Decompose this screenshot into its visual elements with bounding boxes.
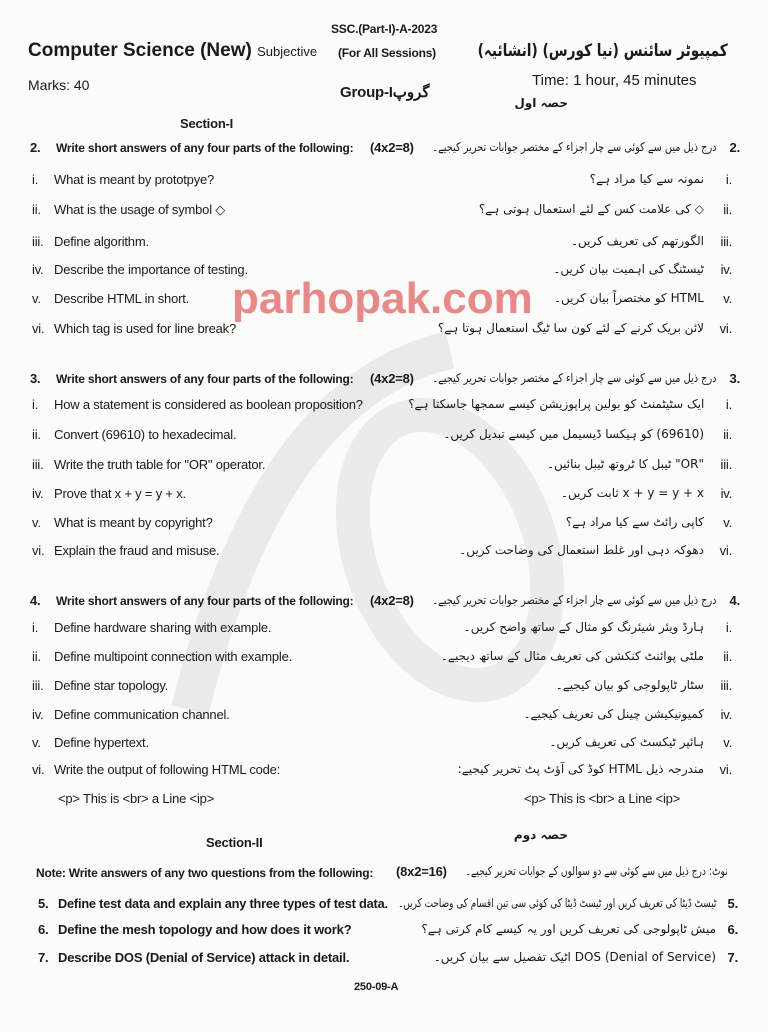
- part-text: Convert (69610) to hexadecimal.: [54, 427, 237, 442]
- question-number-urdu: 3.: [729, 371, 740, 386]
- question-instruction-urdu: درج ذیل میں سے کوئی سے چار اجزاء کے مختصر جوابات تحریر کیجیے۔: [431, 371, 716, 385]
- part-text-urdu: ہائپر ٹیکسٹ کی تعریف کریں۔: [549, 735, 704, 749]
- part-text-urdu: کاپی رائٹ سے کیا مراد ہے؟: [565, 515, 704, 529]
- part-number-urdu: v.: [723, 515, 732, 530]
- part-number-urdu: iv.: [720, 262, 732, 277]
- part-number: ii.: [32, 649, 41, 664]
- part-number: vi.: [32, 543, 45, 558]
- part-number: iii.: [32, 234, 44, 249]
- part-number-urdu: vi.: [719, 543, 732, 558]
- question-number: 4.: [30, 593, 41, 608]
- question-instruction: Write short answers of any four parts of the following:: [56, 141, 354, 155]
- part-text-urdu: x + y = y + x ثابت کریں۔: [560, 486, 704, 500]
- part-text: Define multipoint connection with example.: [54, 649, 293, 664]
- part-number-urdu: vi.: [719, 762, 732, 777]
- html-code-urdu-side: <p> This is <br> a Line <ip>: [524, 791, 681, 806]
- section-2-question: Define the mesh topology and how does it work?: [58, 922, 352, 937]
- html-code: <p> This is <br> a Line <ip>: [58, 791, 215, 806]
- part-number: v.: [32, 515, 41, 530]
- section-2-question: Describe DOS (Denial of Service) attack in detail.: [58, 950, 350, 965]
- section-2-title-urdu: حصہ دوم: [513, 828, 568, 842]
- watermark: parhopak.com: [232, 274, 533, 323]
- part-text-urdu: الگورتھم کی تعریف کریں۔: [571, 234, 704, 248]
- question-instruction-urdu: درج ذیل میں سے کوئی سے چار اجزاء کے مختصر جوابات تحریر کیجیے۔: [431, 593, 716, 607]
- part-number-urdu: v.: [723, 735, 732, 750]
- part-text-urdu: سٹار ٹاپولوجی کو بیان کیجیے۔: [555, 678, 704, 692]
- part-number: iii.: [32, 457, 44, 472]
- question-instruction: Write short answers of any four parts of the following:: [56, 372, 354, 386]
- part-text-urdu: "OR" ٹیبل کا ٹروتھ ٹیبل بنائیں۔: [546, 457, 704, 471]
- part-number-urdu: i.: [725, 172, 732, 187]
- time-allowed: Time: 1 hour, 45 minutes: [532, 72, 697, 89]
- section-2-question: Define test data and explain any three types of test data.: [58, 896, 388, 911]
- question-marks: (4x2=8): [370, 140, 414, 155]
- part-text-urdu: ◇ کی علامت کس کے لئے استعمال ہوتی ہے؟: [478, 202, 704, 216]
- part-number: ii.: [32, 202, 41, 217]
- part-number: i.: [32, 172, 39, 187]
- part-number-urdu: ii.: [723, 202, 732, 217]
- part-text-urdu: لائن بریک کرنے کے لئے کون سا ٹیگ استعمال ہوتا ہے؟: [437, 321, 704, 335]
- part-text-urdu: مندرجہ ذیل HTML کوڈ کی آؤٹ پٹ تحریر کیجیے:: [457, 762, 704, 776]
- part-number: iii.: [32, 678, 44, 693]
- part-number-urdu: iv.: [720, 707, 732, 722]
- part-number-urdu: vi.: [719, 321, 732, 336]
- subject-title: [28, 40, 317, 62]
- section-1-title-urdu: حصہ اول: [514, 96, 568, 110]
- question-instruction: Write short answers of any four parts of the following:: [56, 594, 354, 608]
- exam-code: SSC.(Part-I)-A-2023: [331, 22, 438, 36]
- part-text: Define star topology.: [54, 678, 169, 693]
- question-instruction-urdu: درج ذیل میں سے کوئی سے چار اجزاء کے مختصر جوابات تحریر کیجیے۔: [431, 140, 716, 154]
- part-number: i.: [32, 620, 39, 635]
- paper-code: 250-09-A: [354, 981, 399, 993]
- part-text-urdu: (69610) کو ہیکسا ڈیسیمل میں کیسے تبدیل کریں۔: [443, 427, 704, 441]
- part-number: iv.: [32, 262, 44, 277]
- question-number-urdu: 2.: [729, 140, 740, 155]
- sessions: (For All Sessions): [338, 46, 436, 60]
- stamp-watermark-graphic: [150, 330, 610, 750]
- part-number: i.: [32, 397, 39, 412]
- part-text: Define hypertext.: [54, 735, 149, 750]
- part-text: Which tag is used for line break?: [54, 321, 236, 336]
- part-text: Define algorithm.: [54, 234, 149, 249]
- subject-name: Computer Science (New): [28, 40, 252, 61]
- part-number: iv.: [32, 707, 44, 722]
- group-label-urdu: گروپ: [392, 84, 430, 101]
- part-text-urdu: ملٹی پوائنٹ کنکشن کی تعریف مثال کے ساتھ دیجیے۔: [440, 649, 704, 663]
- part-number: iv.: [32, 486, 44, 501]
- question-number: 2.: [30, 140, 41, 155]
- part-number-urdu: ii.: [723, 427, 732, 442]
- part-number-urdu: i.: [725, 397, 732, 412]
- part-number: v.: [32, 291, 41, 306]
- part-text: Prove that x + y = y + x.: [54, 486, 186, 501]
- section-2-note-urdu: نوٹ: درج ذیل میں سے کوئی سے دو سوالوں کے جوابات تحریر کیجیے۔: [465, 864, 728, 878]
- part-text: What is meant by copyright?: [54, 515, 213, 530]
- part-number: v.: [32, 735, 41, 750]
- part-text-urdu: کمیونیکیشن چینل کی تعریف کیجیے۔: [523, 707, 704, 721]
- part-text-urdu: ایک سٹیٹمنٹ کو بولین پراپوزیشن کیسے سمجھا جاسکتا ہے؟: [407, 397, 704, 411]
- part-text: Define communication channel.: [54, 707, 230, 722]
- marks: Marks: 40: [28, 77, 90, 93]
- section-2-question-number: 5.: [38, 896, 49, 911]
- part-text-urdu: ٹیسٹنگ کی اہمیت بیان کریں۔: [553, 262, 704, 276]
- section-2-question-urdu: DOS (Denial of Service) اٹیک تفصیل سے بیان کریں۔: [433, 950, 716, 964]
- part-text: Describe HTML in short.: [54, 291, 190, 306]
- part-number: ii.: [32, 427, 41, 442]
- section-2-question-urdu: ٹیسٹ ڈیٹا کی تعریف کریں اور ٹیسٹ ڈیٹا کی کوئی سی تین اقسام کی وضاحت کریں۔: [397, 896, 716, 910]
- part-text: Write the output of following HTML code:: [54, 762, 281, 777]
- section-2-note: Note: Write answers of any two questions from the following:: [36, 866, 374, 880]
- part-text: What is meant by prototpye?: [54, 172, 215, 187]
- section-2-question-urdu: میش ٹاپولوجی کی تعریف کریں اور یہ کیسے کام کرتی ہے؟: [421, 922, 716, 936]
- part-text-urdu: ہارڈ ویئر شیئرنگ کو مثال کے ساتھ واضح کریں۔: [463, 620, 704, 634]
- part-text-urdu: نمونہ سے کیا مراد ہے؟: [589, 172, 704, 186]
- section-2-marks: (8x2=16): [396, 864, 447, 879]
- section-2-question-number-urdu: 6.: [727, 922, 738, 937]
- part-number: vi.: [32, 321, 45, 336]
- part-number-urdu: iv.: [720, 486, 732, 501]
- part-text-urdu: HTML کو مختصراً بیان کریں۔: [553, 291, 704, 305]
- part-number-urdu: ii.: [723, 649, 732, 664]
- group: [340, 83, 430, 101]
- part-number-urdu: iii.: [720, 234, 732, 249]
- question-number: 3.: [30, 371, 41, 386]
- part-text-urdu: دھوکہ دہی اور غلط استعمال کی وضاحت کریں۔: [459, 543, 704, 557]
- part-number: vi.: [32, 762, 45, 777]
- part-text: Describe the importance of testing.: [54, 262, 248, 277]
- section-2-question-number-urdu: 5.: [727, 896, 738, 911]
- group-label: Group-I: [340, 84, 393, 101]
- section-2-question-number-urdu: 7.: [727, 950, 738, 965]
- paper-type: Subjective: [257, 44, 318, 59]
- subject-title-urdu: کمپیوٹر سائنس (نیا کورس) (انشائیہ): [477, 41, 728, 61]
- question-marks: (4x2=8): [370, 593, 414, 608]
- part-text: Write the truth table for "OR" operator.: [54, 457, 266, 472]
- section-2-question-number: 7.: [38, 950, 49, 965]
- section-2-question-number: 6.: [38, 922, 49, 937]
- section-1-title: Section-I: [180, 116, 234, 131]
- part-text: Explain the fraud and misuse.: [54, 543, 220, 558]
- part-number-urdu: iii.: [720, 457, 732, 472]
- section-2-title: Section-II: [206, 835, 263, 850]
- part-number-urdu: i.: [725, 620, 732, 635]
- part-text: How a statement is considered as boolean proposition?: [54, 397, 363, 412]
- part-number-urdu: v.: [723, 291, 732, 306]
- part-text: Define hardware sharing with example.: [54, 620, 272, 635]
- part-number-urdu: iii.: [720, 678, 732, 693]
- part-text: What is the usage of symbol ◇: [54, 202, 226, 217]
- question-marks: (4x2=8): [370, 371, 414, 386]
- question-number-urdu: 4.: [729, 593, 740, 608]
